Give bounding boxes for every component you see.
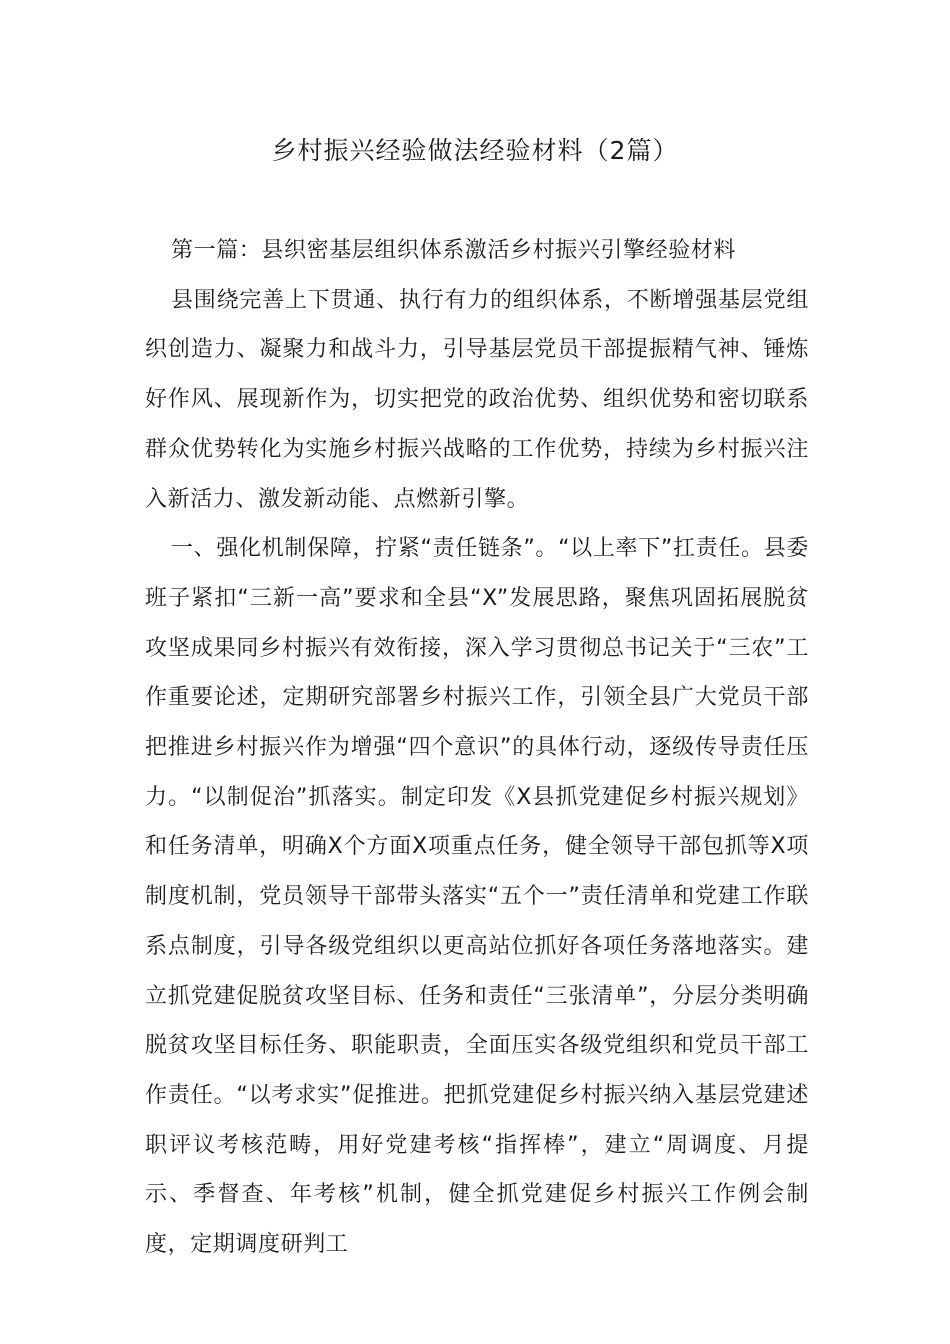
document-body — [145, 226, 809, 1270]
body-paragraph: 一、强化机制保障，拧紧“责任链条”。“以上率下”扛责任。县委班子紧扣“三新一高”要求和全县“X”发展思路，聚焦巩固拓展脱贫攻坚成果同乡村振兴有效衔接，深入学习贯彻总书记关于“三农”工作重要论述，定期研究部署乡村振兴工作，引领全县广大党员干部把推进乡村振兴作为增强“四个意识”的具体行动，逐级传导责任压力。“以制促治”抓落实。制定印发《X县抓党建促乡村振兴规划》和任务清单，明确X个方面X项重点任务，健全领导干部包抓等X项制度机制，党员领导干部带头落实“五个一”责任清单和党建工作联系点制度，引导各级党组织以更高站位抓好各项任务落地落实。建立抓党建促脱贫攻坚目标、任务和责任“三张清单”，分层分类明确脱贫攻坚目标任务、职能职责，全面压实各级党组织和党员干部工作责任。“以考求实”促推进。把抓党建促乡村振兴纳入基层党建述职评议考核范畴，用好党建考核“指挥棒”，建立“周调度、月提示、季督查、年考核”机制，健全抓党建促乡村振兴工作例会制度，定期调度研判工 — [145, 536, 809, 1258]
section-heading: 第一篇：县织密基层组织体系激活乡村振兴引擎经验材料 — [171, 238, 737, 263]
intro-paragraph: 县围绕完善上下贯通、执行有力的组织体系，不断增强基层党组织创造力、凝聚力和战斗力，引导基层党员干部提振精气神、锤炼好作风、展现新作为，切实把党的政治优势、组织优势和密切联系群众优势转化为实施乡村振兴战略的工作优势，持续为乡村振兴注入新活力、激发新动能、点燃新引擎。 — [145, 287, 809, 512]
document-title: 乡村振兴经验做法经验材料（2篇） — [271, 136, 679, 165]
